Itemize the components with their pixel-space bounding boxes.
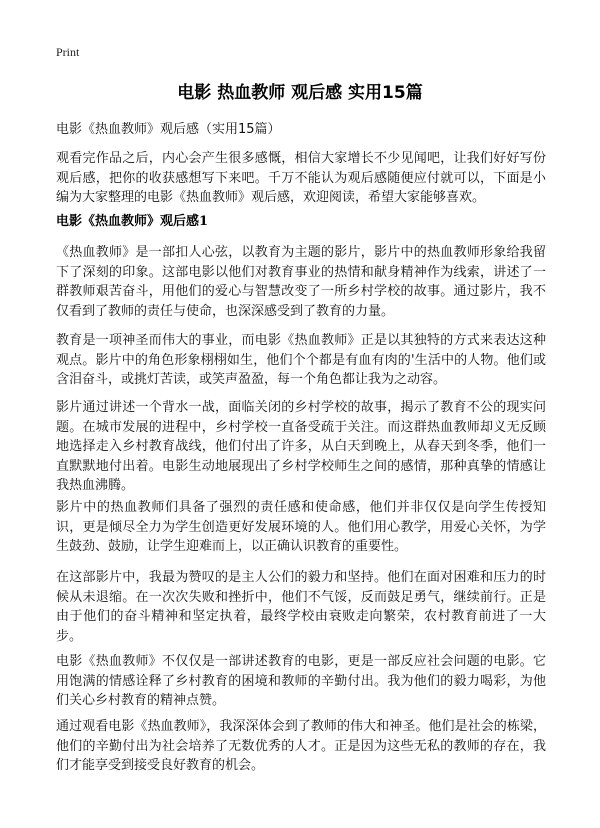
body-paragraph-7: 通过观看电影《热血教师》，我深深体会到了教师的伟大和神圣。他们是社会的栋梁，他们的辛勤付出为社会培养了无数优秀的人才。正是因为这些无私的教师的存在，我们才能享受到接受良好教育的机会。 xyxy=(56,719,546,773)
body-paragraph-3: 影片通过讲述一个背水一战，面临关闭的乡村学校的故事，揭示了教育不公的现实问题。在城市发展的进程中，乡村学校一直备受疏于关注。而这群热血教师却义无反顾地选择走入乡村教育战线，他们付出了许多，从白天到晚上，从春天到冬季，他们一直默默地付出着。电影生动地展现出了乡村学校师生之间的感情，那种真挚的情感让我热血沸腾。 xyxy=(56,400,546,493)
body-paragraph-5: 在这部影片中，我最为赞叹的是主人公们的毅力和坚持。他们在面对困难和压力的时候从未退缩。在一次次失败和挫折中，他们不气馁，反而鼓足勇气，继续前行。正是由于他们的奋斗精神和坚定执着，最终学校由衰败走向繁荣，农村教育前进了一大步。 xyxy=(56,570,546,644)
body-paragraph-6: 电影《热血教师》不仅仅是一部讲述教育的电影，更是一部反应社会问题的电影。它用饱满的情感诠释了乡村教育的困境和教师的辛勤付出。我为他们的毅力喝彩，为他们关心乡村教育的精神点赞。 xyxy=(56,654,546,708)
print-label: Print xyxy=(56,45,80,59)
body-paragraph-1: 《热血教师》是一部扣人心弦，以教育为主题的影片，影片中的热血教师形象给我留下了深刻的印象。这部电影以他们对教育事业的热情和献身精神作为线索，讲述了一群教师艰苦奋斗，用他们的爱心与智慧改变了一所乡村学校的故事。通过影片，我不仅看到了教师的责任与使命，也深深感受到了教育的力量。 xyxy=(56,245,546,319)
document-subtitle: 电影《热血教师》观后感（实用15篇） xyxy=(56,122,281,137)
intro-paragraph: 观看完作品之后，内心会产生很多感慨，相信大家增长不少见闻吧，让我们好好写份观后感，把你的收获感想写下来吧。千万不能认为观后感随便应付就可以，下面是小编为大家整理的电影《热血教师》观后感，欢迎阅读，希望大家能够喜欢。 xyxy=(56,151,546,205)
document-title: 电影 热血教师 观后感 实用15篇 xyxy=(177,83,423,103)
body-paragraph-2: 教育是一项神圣而伟大的事业，而电影《热血教师》正是以其独特的方式来表达这种观点。影片中的角色形象栩栩如生，他们个个都是有血有肉的'生活中的人物。他们或含泪奋斗，或挑灯苦读，或笑声盈盈，每一个角色都让我为之动容。 xyxy=(56,333,546,387)
body-paragraph-4: 影片中的热血教师们具备了强烈的责任感和使命感，他们并非仅仅是向学生传授知识，更是倾尽全力为学生创造更好发展环境的人。他们用心教学，用爱心关怀，为学生鼓劲、鼓励，让学生迎难而上，以正确认识教育的重要性。 xyxy=(56,500,546,554)
section-heading: 电影《热血教师》观后感1 xyxy=(56,214,209,229)
